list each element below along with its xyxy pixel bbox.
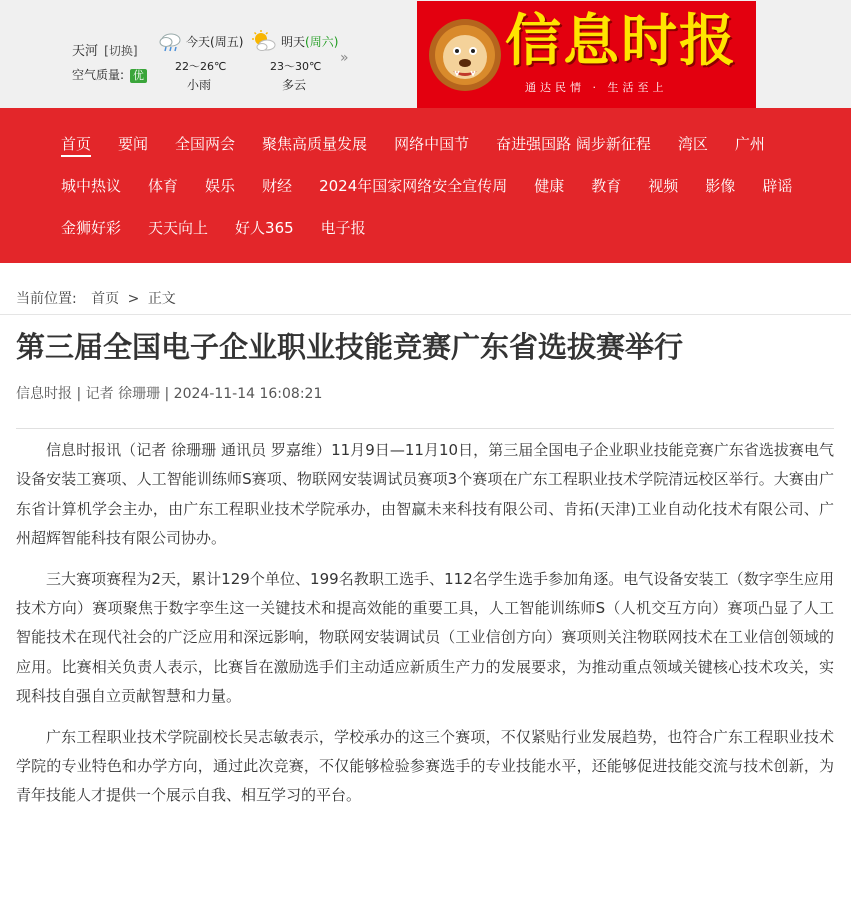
weather-tomorrow-desc: 多云 <box>282 78 307 92</box>
article-paragraph: 广东工程职业技术学院副校长吴志敏表示，学校承办的这三个赛项，不仅紧贴行业发展趋势，也符合广东工程职业技术学院的专业特色和办学方向，通过此次竞赛，不仅能够检验参赛选手的专业技能水平，还能够促进技能交流与技术创新，为青年技能人才提供一个展示自我、相互学习的平台。 <box>16 727 834 805</box>
nav-row-3 <box>61 217 393 239</box>
air-quality-badge: 优 <box>130 69 147 83</box>
nav-item-finance[interactable]: 财经 <box>262 177 293 195</box>
logo-slogan: 通达民情 · 生活至上 <box>525 81 668 94</box>
article-meta: 信息时报 | 记者 徐珊珊 | 2024-11-14 16:08:21 <box>16 386 323 402</box>
nav-item-lottery[interactable]: 金狮好彩 <box>61 219 122 237</box>
breadcrumb-home-link[interactable]: 首页 <box>91 291 120 307</box>
nav-item-online-festival[interactable]: 网络中国节 <box>394 135 470 153</box>
nav-row-2 <box>61 175 819 197</box>
lion-logo-icon <box>425 17 505 93</box>
nav-item-good-people[interactable]: 好人365 <box>235 219 294 237</box>
city-switch-link[interactable]: [切换] <box>104 44 138 58</box>
breadcrumb-current: 正文 <box>147 291 176 307</box>
nav-item-rumor-debunk[interactable]: 辟谣 <box>762 177 793 195</box>
weather-today-day: 今天(周五) <box>186 35 244 49</box>
city-selector <box>72 40 138 59</box>
article-divider <box>16 428 834 429</box>
air-quality <box>72 66 147 83</box>
nav-item-health[interactable]: 健康 <box>534 177 565 195</box>
weather-more-button[interactable]: » <box>340 50 349 66</box>
nav-item-strong-nation[interactable]: 奋进强国路 阔步新征程 <box>496 135 651 153</box>
nav-item-education[interactable]: 教育 <box>591 177 622 195</box>
nav-item-video[interactable]: 视频 <box>648 177 679 195</box>
nav-item-sports[interactable]: 体育 <box>148 177 179 195</box>
weather-today-temp: 22～26℃ <box>175 60 227 73</box>
nav-item-images[interactable]: 影像 <box>705 177 736 195</box>
nav-item-bay-area[interactable]: 湾区 <box>677 135 708 153</box>
logo-text: 信息时报 <box>505 9 737 74</box>
weather-tomorrow-temp: 23～30℃ <box>270 60 322 73</box>
site-logo[interactable] <box>417 1 756 108</box>
nav-row-1 <box>61 133 792 157</box>
breadcrumb-label: 当前位置: <box>16 291 77 307</box>
nav-item-daily-up[interactable]: 天天向上 <box>148 219 209 237</box>
main-nav <box>0 108 851 263</box>
sun-cloud-icon <box>251 30 277 54</box>
air-quality-label: 空气质量: <box>72 68 125 82</box>
article-paragraph: 三大赛项赛程为2天，累计129个单位、199名教职工选手、112名学生选手参加角逐。电气设备安装工（数字孪生应用技术方向）赛项聚焦于数字孪生这一关键技术和提高效能的重要工具，人工智能训练师S（人机交互方向）赛项凸显了人工智能技术在现代社会的广泛应用和深远影响，物联网安装调试员（工业信创方向）赛项则关注物联网技术在工业信创领域的应用。比赛相关负责人表示，比赛旨在激励选手们主动适应新质生产力的发展要求，为推动重点领域关键核心技术攻关，实现科技自强自立贡献智慧和力量。 <box>16 569 834 706</box>
breadcrumb-divider <box>0 314 851 315</box>
nav-item-guangzhou[interactable]: 广州 <box>734 135 765 153</box>
article-title: 第三届全国电子企业职业技能竞赛广东省选拔赛举行 <box>16 330 684 364</box>
nav-item-city-talk[interactable]: 城中热议 <box>61 177 122 195</box>
rain-cloud-icon <box>157 30 183 54</box>
nav-item-entertainment[interactable]: 娱乐 <box>205 177 236 195</box>
nav-item-home[interactable]: 首页 <box>61 133 91 157</box>
top-bar <box>0 0 851 108</box>
nav-item-high-quality[interactable]: 聚焦高质量发展 <box>262 135 368 153</box>
nav-item-cyber-security-week[interactable]: 2024年国家网络安全宣传周 <box>319 177 508 195</box>
city-name: 天河 <box>72 44 99 59</box>
article-paragraph: 信息时报讯（记者 徐珊珊 通讯员 罗嘉维）11月9日—11月10日，第三届全国电子企业职业技能竞赛广东省选拔赛电气设备安装工赛项、人工智能训练师S赛项、物联网安装调试员赛项3个赛项在广东工程职业技术学院清远校区举行。大赛由广东省计算机学会主办，由广东工程职业技术学院承办，由智赢未来科技有限公司、肯拓(天津)工业自动化技术有限公司、广州超辉智能科技有限公司协办。 <box>16 441 834 548</box>
breadcrumb <box>16 288 176 308</box>
weather-tomorrow-day: 明天(周六) <box>281 35 339 49</box>
breadcrumb-separator: > <box>127 291 140 307</box>
article-body <box>16 436 834 822</box>
nav-item-two-sessions[interactable]: 全国两会 <box>175 135 236 153</box>
weather-tomorrow <box>251 30 351 100</box>
nav-item-e-paper[interactable]: 电子报 <box>320 219 366 237</box>
nav-item-headlines[interactable]: 要闻 <box>118 135 149 153</box>
weather-today <box>157 30 257 100</box>
weather-today-desc: 小雨 <box>187 78 212 92</box>
